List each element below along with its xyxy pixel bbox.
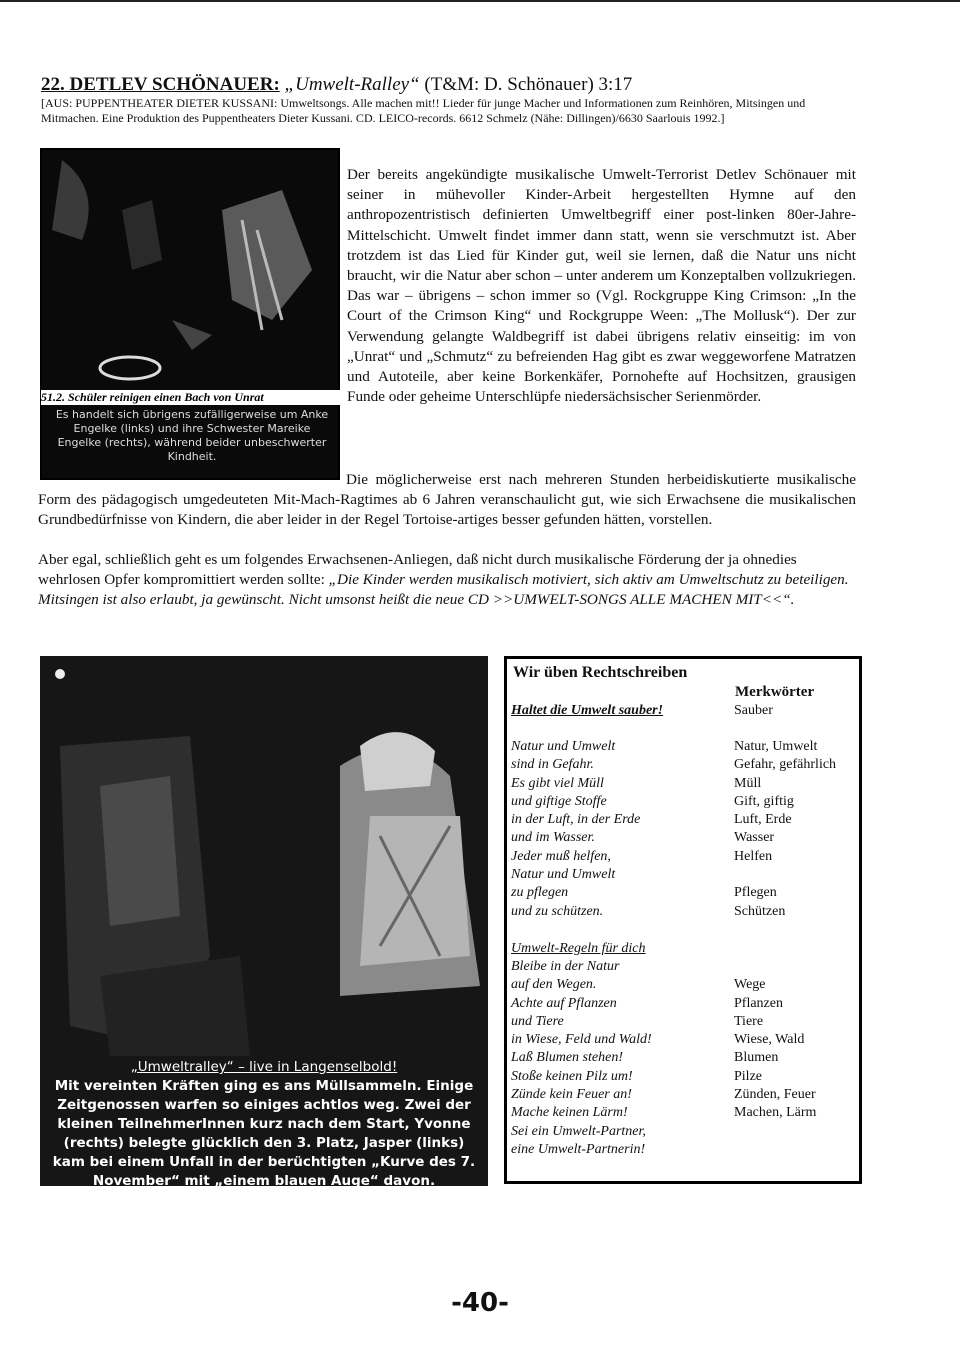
merkwort: Pflegen: [734, 885, 777, 901]
merkwort: Natur, Umwelt: [734, 739, 818, 754]
verse-line: und zu schützen.: [511, 903, 604, 919]
photo2-caption-text: Mit vereinten Kräften ging es ans Müllsammeln. Einige Zeitgenossen warfen so einiges achtlos weg. Zwei der kleinen TeilnehmerInnen kurz nach dem Start, Yvonne (rechts) belegte glücklich den 3. Platz, Jasper (links) kam bei einem Unfall in der berüchtigten „Kurve des 7. November“ mit „einem blauen Auge“ davon.: [52, 1078, 476, 1189]
verse-line: Natur und Umwelt: [511, 739, 616, 754]
verse-line: Es gibt viel Müll: [511, 775, 604, 791]
verse-line: Natur und Umwelt: [511, 867, 616, 883]
source-citation: [AUS: PUPPENTHEATER DIETER KUSSANI: Umweltsongs. Alle machen mit!! Lieder für junge Macher und Informationen zum Reinhören, Mitsingen und Mitmachen. Eine Produktion des Puppentheaters Dieter Kussani. CD. LEICO-records. 6612 Schmelz (Nähe: Dillingen)/6630 Saarlouis 1992.]: [41, 96, 806, 125]
section1-lines: [511, 738, 731, 921]
page-number: -40-: [451, 1288, 509, 1318]
verse-line: in der Luft, in der Erde: [511, 812, 641, 828]
merkwort: Helfen: [734, 848, 773, 864]
spelling-box-title: Wir üben Rechtschreiben: [513, 664, 688, 681]
verse-line: Mache keinen Lärm!: [511, 1105, 628, 1121]
verse-line: und im Wasser.: [511, 830, 595, 846]
top-rule: [0, 0, 960, 2]
verse-line: sind in Gefahr.: [511, 757, 594, 773]
merkwort: Zünden, Feuer: [734, 1087, 816, 1103]
merkwort: Luft, Erde: [734, 812, 792, 828]
cd-quote: „Die Kinder werden musikalisch motiviert, sich aktiv am Umweltschutz zu beteiligen. Mitsingen ist also erlaubt, ja gewünscht. Nicht umsonst heißt die neue CD >>UMWELT-SONGS ALLE MACHEN MIT<<“.: [38, 571, 849, 609]
photo1-caption-text: Es handelt sich übrigens zufälligerweise um Anke Engelke (links) und ihre Schwester Mareike Engelke (rechts), während beider unbeschwerter Kindheit.: [55, 408, 329, 463]
body-paragraph-2: Die möglicherweise erst nach mehreren Stunden herbeidiskutierte musikalische Form des pädagogisch umgedeuteten Mit-Mach-Ragtimes ab 6 Jahren veranschaulicht gut, wie sich Erwachsene die musikalischen Grundbedürfnisse von Kindern, die aber leider in der Regel Tortoise-artiges besser gefunden hätten, vorstellen.: [38, 471, 856, 529]
verse-line: Bleibe in der Natur: [511, 959, 620, 974]
section2-lines: [511, 958, 731, 1159]
merkwort: Gift, giftig: [734, 793, 794, 809]
verse-line: Stoße keinen Pilz um!: [511, 1068, 633, 1084]
merkwort: Blumen: [734, 1050, 779, 1066]
body-paragraph-3: [38, 550, 856, 611]
merkwort: Pflanzen: [734, 995, 783, 1011]
verse-line: in Wiese, Feld und Wald!: [511, 1032, 652, 1048]
section2-words: [734, 958, 859, 1123]
merkwort: Müll: [734, 775, 762, 791]
verse-line: Achte auf Pflanzen: [511, 995, 617, 1011]
photo2-caption-title: „Umweltralley“ – live in Langenselbold!: [130, 1059, 398, 1075]
entry-title: 22. DETLEV SCHÖNAUER:: [41, 74, 280, 95]
photo2-caption: [48, 1058, 480, 1191]
body-paragraph-3-text: Aber egal, schließlich geht es um folgendes Erwachsenen-Anliegen, daß nicht durch musikalische Förderung der ja ohnedies wehrlosen Opfer kompromittiert werden sollte:: [38, 551, 797, 589]
song-header: [41, 74, 861, 96]
verse-line: Laß Blumen stehen!: [511, 1050, 623, 1066]
merkwort: Wasser: [734, 830, 775, 846]
merkwort: Wege: [734, 977, 766, 993]
verse-line: eine Umwelt-Partnerin!: [511, 1141, 646, 1157]
section1-heading: Haltet die Umwelt sauber!: [511, 703, 664, 718]
section1-heading-word: Sauber: [734, 703, 773, 718]
verse-line: Sei ein Umwelt-Partner,: [511, 1123, 646, 1139]
body-paragraph-1: Der bereits angekündigte musikalische Umwelt-Terrorist Detlev Schönauer mit seiner in mühevoller Kinder-Arbeit hergestellten Hymne auf den anthropozentristisch definierten Umweltbegriff einer post-linken 80er-Jahre-Mittelschicht. Umwelt findet immer dann statt, wenn sie verschmutzt ist. Aber trotzdem ist das Lied für Kinder gut, weil sie lernen, daß die Natur uns nicht braucht, wir die Natur aber schon – unter anderem um Konzeptalben vollzukriegen. Das war – übrigens – schon immer so (Vgl. Rockgruppe King Crimson: „In the Court of the Crimson King“ und Rockgruppe Ween: „The Mollusk“). Der zur Verwendung gelangte Waldbegriff ist dabei übrigens relativ einseitig: im von „Unrat“ und „Schmutz“ zu befreienden Hag gibt es zwar weggeworfene Matratzen und Autoteile, aber keine Borkenkäfer, Pornohefte auf Hochsitzen, grausigen Funde oder geheime Unterschlüpfe niedersächsischer Serienmörder.: [347, 166, 856, 406]
song-title: „Umwelt-Ralley“: [284, 74, 420, 95]
merkwort: Machen, Lärm: [734, 1105, 817, 1121]
merkwort: Wiese, Wald: [734, 1032, 805, 1048]
verse-line: Zünde kein Feuer an!: [511, 1087, 632, 1103]
song-credits: (T&M: D. Schönauer) 3:17: [424, 74, 633, 95]
merkwoerter-heading: Merkwörter: [735, 684, 815, 700]
merkwort: Schützen: [734, 903, 786, 919]
verse-line: und Tiere: [511, 1013, 564, 1029]
section2-heading: Umwelt-Regeln für dich: [511, 941, 646, 956]
verse-line: zu pflegen: [511, 885, 569, 901]
merkwort: Pilze: [734, 1068, 762, 1084]
merkwort: Tiere: [734, 1013, 764, 1029]
photo1-caption-title: 51.2. Schüler reinigen einen Bach von Unrat: [41, 390, 341, 405]
verse-line: Jeder muß helfen,: [511, 848, 611, 864]
verse-line: und giftige Stoffe: [511, 793, 607, 809]
merkwort: Gefahr, gefährlich: [734, 757, 837, 773]
verse-line: auf den Wegen.: [511, 977, 597, 993]
merkwort: [734, 866, 859, 884]
section1-words: [734, 738, 859, 921]
merkwort: [734, 958, 859, 976]
